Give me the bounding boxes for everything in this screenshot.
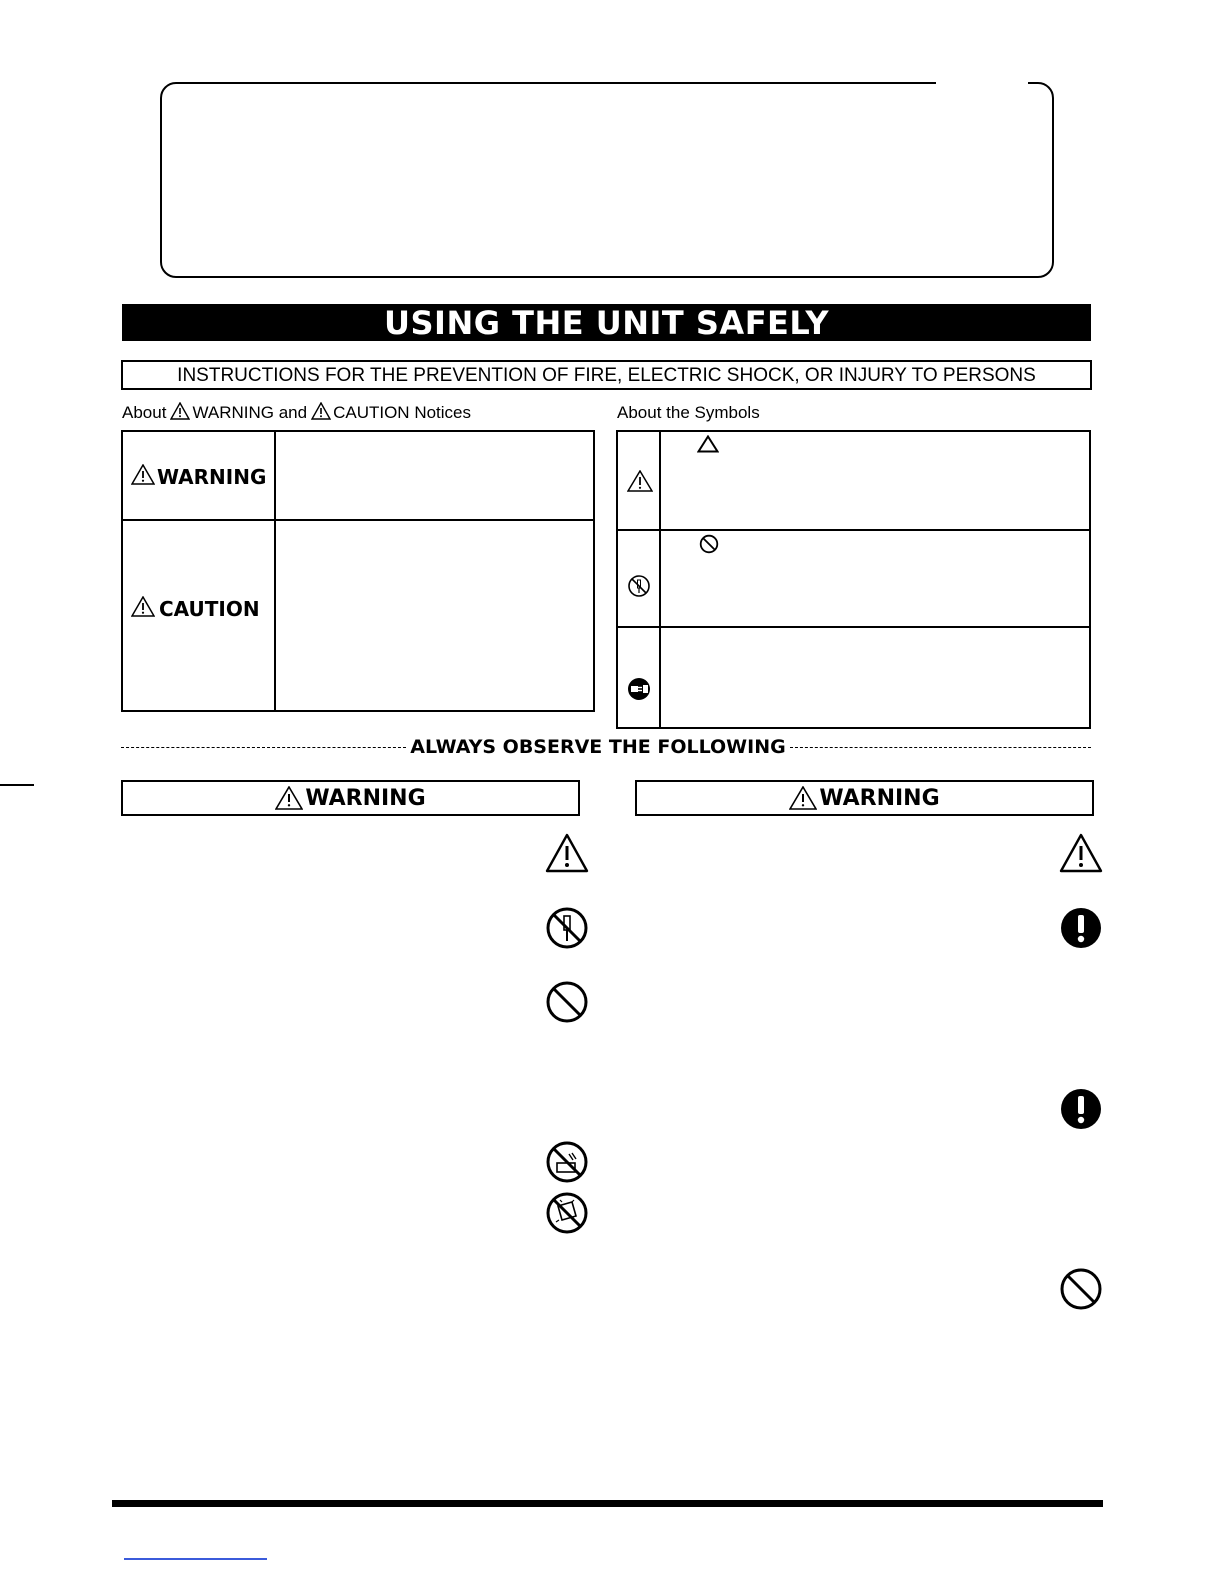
right-warning-label: WARNING (819, 785, 940, 811)
notices-heading-and: and (278, 403, 308, 422)
warning-triangle-icon (170, 402, 190, 426)
triangle-outline-icon (697, 435, 719, 458)
caution-triangle-icon (131, 596, 155, 622)
notice-frame-gap (936, 78, 1028, 86)
left-warning-label: WARNING (305, 785, 426, 811)
observe-heading: ALWAYS OBSERVE THE FOLLOWING (410, 736, 786, 758)
mandatory-action-icon (1060, 907, 1102, 954)
no-water-icon (546, 1141, 588, 1188)
symbols-table (616, 430, 1091, 729)
prohibition-icon (546, 981, 588, 1028)
prohibition-icon (1060, 1268, 1102, 1315)
notices-heading-warning: WARNING (192, 403, 274, 422)
notices-heading-prefix: About (122, 403, 167, 422)
notices-table (121, 430, 595, 712)
caution-triangle-icon (545, 833, 589, 878)
notices-heading-caution: CAUTION (333, 403, 410, 422)
right-warning-header (635, 780, 1094, 816)
warning-row-label (131, 464, 266, 490)
caution-label: CAUTION (159, 597, 260, 621)
caution-triangle-icon (627, 470, 653, 497)
warning-triangle-icon (131, 464, 155, 490)
symbols-heading: About the Symbols (617, 403, 760, 422)
no-drop-icon (546, 1192, 588, 1239)
caution-triangle-icon (1059, 833, 1103, 878)
prohibited-disassemble-icon (627, 574, 651, 603)
notices-heading-suffix: Notices (414, 403, 471, 422)
left-warning-header (121, 780, 580, 816)
page-title: USING THE UNIT SAFELY (122, 304, 1091, 341)
dashed-rule-right (790, 747, 1091, 748)
warning-triangle-icon (789, 786, 817, 810)
notice-frame (160, 82, 1054, 278)
instructions-banner: INSTRUCTIONS FOR THE PREVENTION OF FIRE, ELECTRIC SHOCK, OR INJURY TO PERSONS (121, 360, 1092, 390)
no-disassemble-icon (546, 907, 588, 954)
unplug-icon (627, 677, 651, 706)
prohibition-circle-icon (699, 534, 719, 559)
bottom-rule (112, 1500, 1103, 1507)
caution-triangle-icon (311, 402, 331, 426)
footer-link-underline[interactable] (124, 1558, 267, 1560)
mandatory-action-icon (1060, 1088, 1102, 1135)
caution-row-label (131, 596, 260, 622)
warning-triangle-icon (275, 786, 303, 810)
warning-label: WARNING (157, 465, 267, 489)
notices-heading (122, 402, 471, 424)
dashed-rule-left (121, 747, 406, 748)
margin-tick (0, 784, 34, 786)
